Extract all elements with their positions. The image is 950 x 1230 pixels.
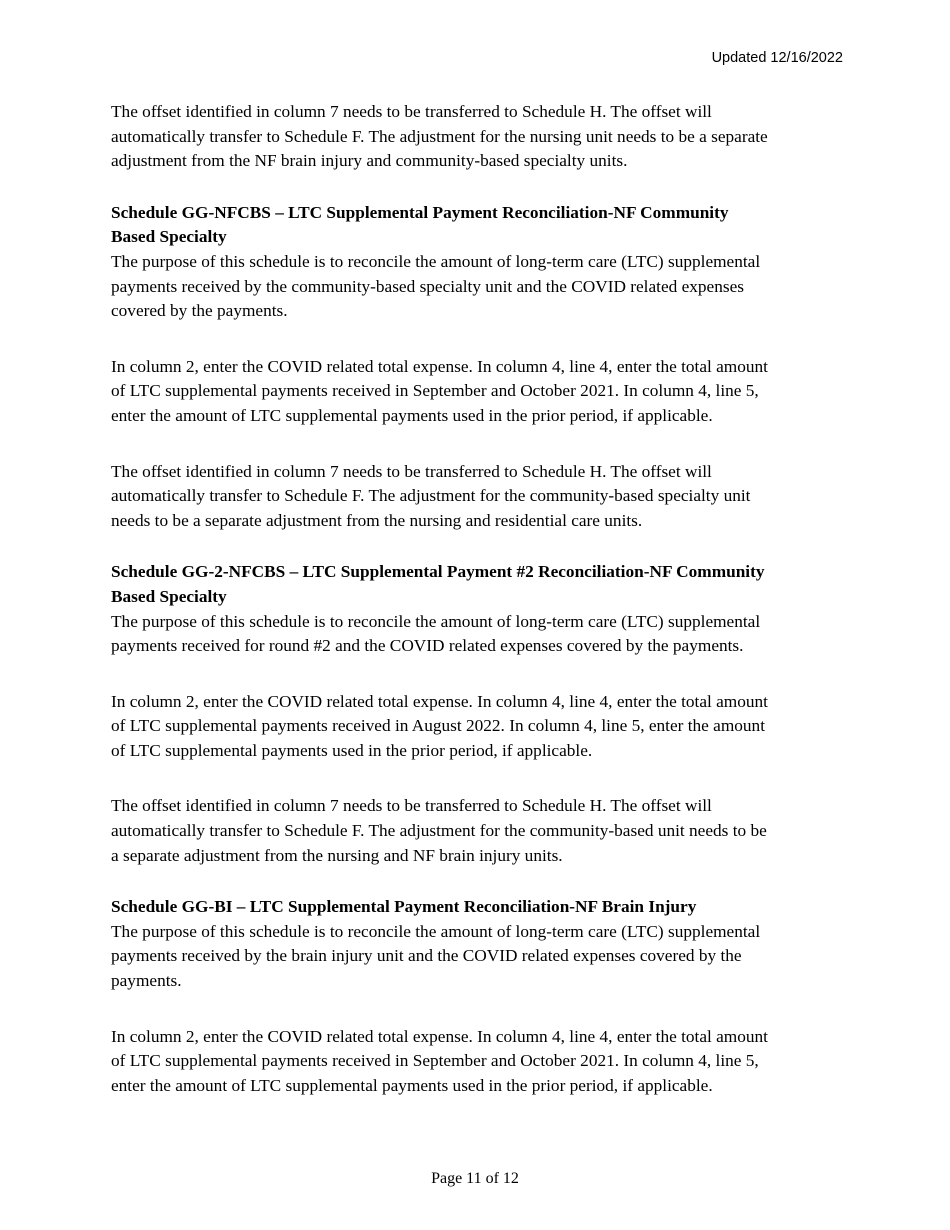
gg-bi-columns-paragraph [111, 1025, 833, 1099]
paragraph-line: a separate adjustment from the nursing and NF brain injury units. [111, 845, 563, 865]
paragraph-line: The purpose of this schedule is to reconcile the amount of long-term care (LTC) supplemental [111, 921, 761, 941]
heading-line: Schedule GG-BI – LTC Supplemental Payment Reconciliation-NF Brain Injury [111, 897, 697, 917]
paragraph-line: The offset identified in column 7 needs to be transferred to Schedule H. The offset will [111, 796, 712, 816]
paragraph-line: enter the amount of LTC supplemental payments used in the prior period, if applicable. [111, 1075, 713, 1095]
gg-nfcbs-offset-paragraph [111, 460, 833, 534]
paragraph-line: The purpose of this schedule is to reconcile the amount of long-term care (LTC) supplemental [111, 251, 761, 271]
paragraph-line: of LTC supplemental payments received in August 2022. In column 4, line 5, enter the amount [111, 716, 765, 736]
paragraph-line: enter the amount of LTC supplemental payments used in the prior period, if applicable. [111, 405, 713, 425]
section-heading-gg2-nfcbs [111, 560, 833, 609]
page-number: Page 11 of 12 [431, 1170, 519, 1187]
gg-nfcbs-columns-paragraph [111, 355, 833, 429]
section-heading-gg-nfcbs [111, 201, 833, 250]
paragraph-line: The offset identified in column 7 needs to be transferred to Schedule H. The offset will [111, 102, 712, 121]
paragraph-line: In column 2, enter the COVID related total expense. In column 4, line 4, enter the total amount [111, 356, 768, 376]
gg2-nfcbs-offset-paragraph [111, 794, 833, 868]
paragraph-line: In column 2, enter the COVID related total expense. In column 4, line 4, enter the total amount [111, 691, 768, 711]
paragraph-line: payments received by the brain injury unit and the COVID related expenses covered by the [111, 946, 742, 966]
paragraph-line: payments received by the community-based specialty unit and the COVID related expenses [111, 276, 744, 296]
paragraph-line: of LTC supplemental payments received in September and October 2021. In column 4, line 5, [111, 381, 759, 401]
heading-line: Based Specialty [111, 586, 227, 606]
paragraph-line: In column 2, enter the COVID related total expense. In column 4, line 4, enter the total amount [111, 1026, 768, 1046]
heading-line: Schedule GG-2-NFCBS – LTC Supplemental Payment #2 Reconciliation-NF Community [111, 562, 765, 582]
document-body [111, 100, 833, 1098]
paragraph-line: automatically transfer to Schedule F. The adjustment for the community-based specialty unit [111, 486, 751, 506]
heading-line: Schedule GG-NFCBS – LTC Supplemental Payment Reconciliation-NF Community [111, 202, 729, 222]
paragraph-line: The purpose of this schedule is to reconcile the amount of long-term care (LTC) supplemental [111, 611, 761, 631]
paragraph-line: The offset identified in column 7 needs to be transferred to Schedule H. The offset will [111, 461, 712, 481]
gg2-nfcbs-purpose-paragraph [111, 610, 833, 659]
paragraph-line: automatically transfer to Schedule F. The adjustment for the nursing unit needs to be a separate [111, 126, 768, 146]
paragraph-line: of LTC supplemental payments used in the prior period, if applicable. [111, 740, 593, 760]
heading-line: Based Specialty [111, 227, 227, 247]
paragraph-line: payments. [111, 971, 182, 991]
paragraph-line: automatically transfer to Schedule F. The adjustment for the community-based unit needs to be [111, 821, 767, 841]
paragraph-line: needs to be a separate adjustment from the nursing and residential care units. [111, 510, 643, 530]
intro-offset-paragraph [111, 100, 833, 174]
gg-bi-purpose-paragraph [111, 920, 833, 994]
paragraph-line: payments received for round #2 and the COVID related expenses covered by the payments. [111, 636, 744, 656]
gg-nfcbs-purpose-paragraph [111, 250, 833, 324]
updated-date: Updated 12/16/2022 [711, 50, 843, 66]
section-heading-gg-bi [111, 895, 833, 920]
paragraph-line: of LTC supplemental payments received in September and October 2021. In column 4, line 5, [111, 1051, 759, 1071]
paragraph-line: covered by the payments. [111, 301, 288, 321]
paragraph-line: adjustment from the NF brain injury and community-based specialty units. [111, 151, 628, 171]
gg2-nfcbs-columns-paragraph [111, 690, 833, 764]
